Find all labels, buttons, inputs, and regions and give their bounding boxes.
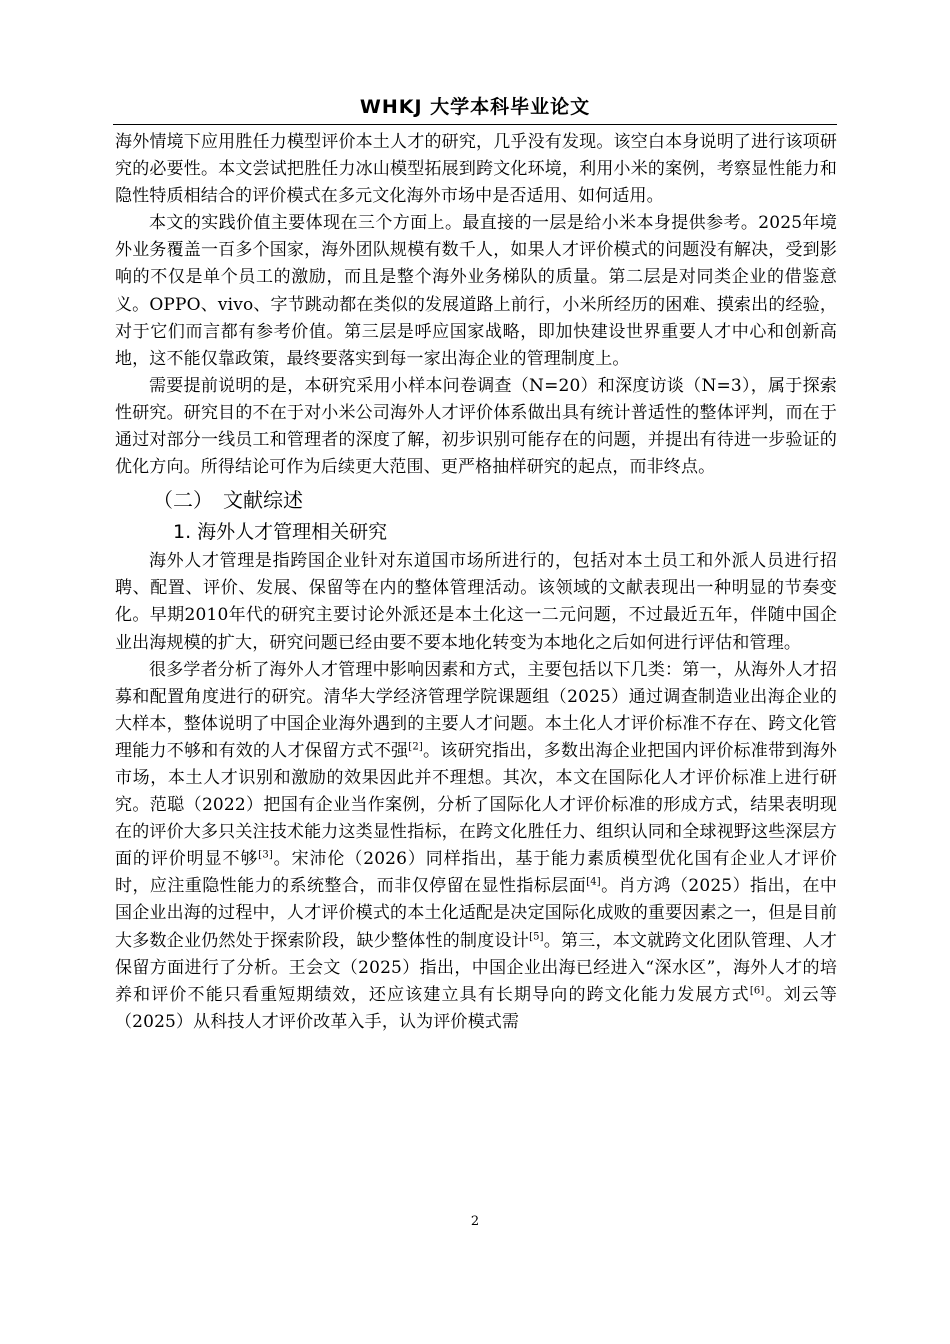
paragraph-1: 海外情境下应用胜任力模型评价本土人才的研究，几乎没有发现。该空白本身说明了进行该项研究的必要性。本文尝试把胜任力冰山模型拓展到跨文化环境，利用小米的案例，考察显性能力和隐性特质相结合的评价模式在多元文化海外市场中是否适用、如何适用。: [115, 132, 837, 207]
paragraph-5-text-d: 。肖方鸿（2025）指出，在中国企业出海的过程中，人才评价模式的本土化适配是决定国际化成败的重要因素之一，但是目前大多数企业仍然处于探索阶段，缺少整体性的制度设计: [115, 876, 837, 951]
paragraph-5-text-a: 很多学者分析了海外人才管理中影响因素和方式，主要包括以下几类：第一，从海外人才招募和配置角度进行的研究。清华大学经济管理学院课题组（2025）通过调查制造业出海企业的大样本，整体说明了中国企业海外遇到的主要人才问题。本土化人才评价标准不存在、跨文化管理能力不够和有效的人才保留方式不强: [115, 659, 837, 761]
paragraph-5-text-f: 。刘云等（2025）从科技人才评价改革入手，认为评价模式需: [115, 984, 838, 1032]
paragraph-5: [115, 657, 837, 1036]
citation-2: [2]: [408, 741, 423, 753]
citation-4: [4]: [586, 876, 601, 888]
citation-6: [6]: [749, 985, 765, 997]
citation-5: [5]: [529, 930, 544, 942]
citation-3: [3]: [258, 849, 273, 861]
header-rule: [113, 124, 837, 125]
section-heading-literature-review: （二） 文献综述: [153, 488, 303, 513]
paragraph-4: 海外人才管理是指跨国企业针对东道国市场所进行的，包括对本土员工和外派人员进行招聘、配置、评价、发展、保留等在内的整体管理活动。该领域的文献表现出一种明显的节奏变化。早期2010年代的研究主要讨论外派还是本土化这一二元问题，不过最近五年，伴随中国企业出海规模的扩大，研究问题已经由要不要本地化转变为本地化之后如何进行评估和管理。: [115, 551, 837, 653]
document-body: [115, 129, 837, 1036]
paragraph-5-text-e: 。第三，本文就跨文化团队管理、人才保留方面进行了分析。王会文（2025）指出，中国企业出海已经进入“深水区”，海外人才的培养和评价不能只看重短期绩效，还应该建立具有长期导向的跨文化能力发展方式: [115, 930, 837, 1005]
paragraph-5-text-b: 。该研究指出，多数出海企业把国内评价标准带到海外市场，本土人才识别和激励的效果因此并不理想。其次，本文在国际化人才评价标准上进行研究。范聪（2022）把国有企业当作案例，分析了国际化人才评价标准的形成方式，结果表明现在的评价大多只关注技术能力这类显性指标，在跨文化胜任力、组织认同和全球视野这些深层方面的评价明显不够: [115, 740, 837, 870]
page-header-title: WHKJ 大学本科毕业论文: [359, 96, 591, 118]
subsection-heading-overseas-talent: 1. 海外人才管理相关研究: [173, 521, 388, 544]
page-number: 2: [470, 1214, 480, 1229]
paragraph-2: 本文的实践价值主要体现在三个方面上。最直接的一层是给小米本身提供参考。2025年境外业务覆盖一百多个国家，海外团队规模有数千人，如果人才评价模式的问题没有解决，受到影响的不仅是单个员工的激励，而且是整个海外业务梯队的质量。第二层是对同类企业的借鉴意义。OPPO、vivo、字节跳动都在类似的发展道路上前行，小米所经历的困难、摸索出的经验，对于它们而言都有参考价值。第三层是呼应国家战略，即加快建设世界重要人才中心和创新高地，这不能仅靠政策，最终要落实到每一家出海企业的管理制度上。: [115, 213, 837, 369]
paragraph-3: 需要提前说明的是，本研究采用小样本问卷调查（N=20）和深度访谈（N=3），属于探索性研究。研究目的不在于对小米公司海外人才评价体系做出具有统计普适性的整体评判，而在于通过对部分一线员工和管理者的深度了解，初步识别可能存在的问题，并提出有待进一步验证的优化方向。所得结论可作为后续更大范围、更严格抽样研究的起点，而非终点。: [115, 375, 837, 478]
paragraph-5-text-c: 。宋沛伦（2026）同样指出，基于能力素质模型优化国有企业人才评价时，应注重隐性能力的系统整合，而非仅停留在显性指标层面: [115, 849, 837, 897]
